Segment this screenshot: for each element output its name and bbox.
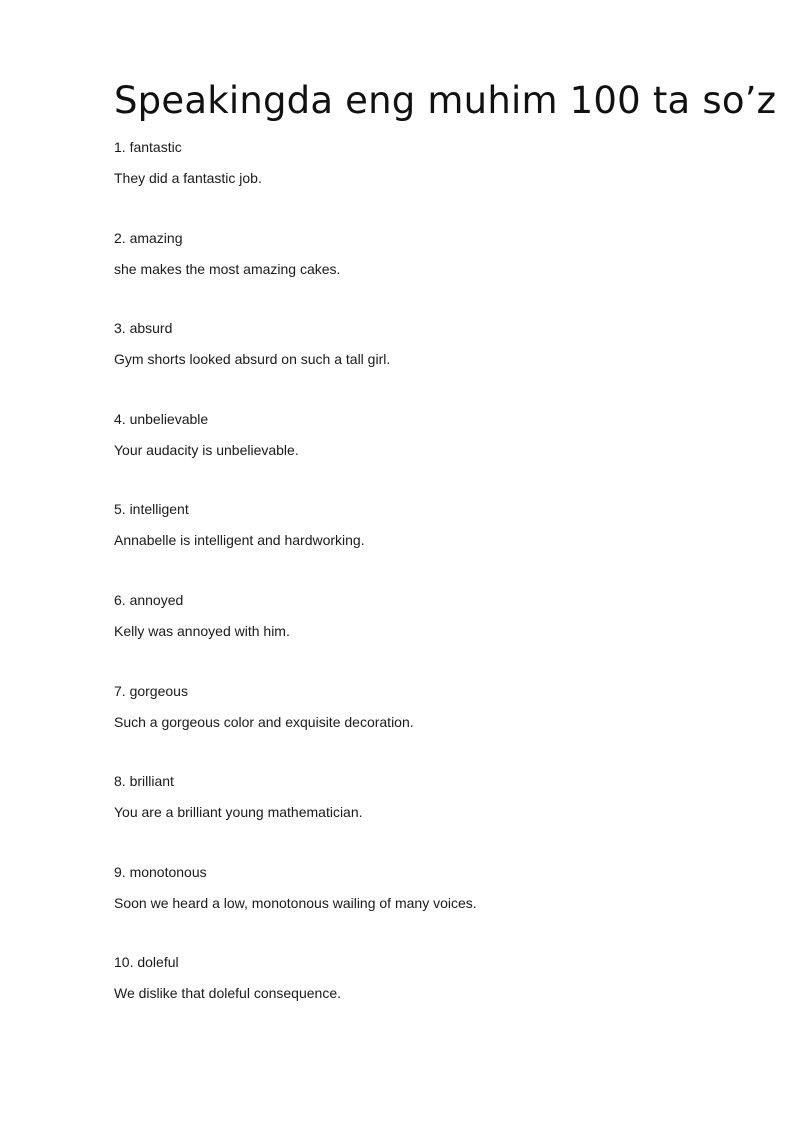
list-item <box>114 409 734 500</box>
example-sentence: Annabelle is intelligent and hardworking. <box>114 532 365 549</box>
word-term: 4. unbelievable <box>114 410 209 427</box>
list-item <box>114 862 734 953</box>
example-sentence: They did a fantastic job. <box>114 170 262 186</box>
list-item <box>114 228 734 319</box>
word-term: 8. brilliant <box>114 773 174 790</box>
list-item <box>114 681 734 772</box>
example-sentence: she makes the most amazing cakes. <box>114 260 341 277</box>
word-term: 10. doleful <box>114 954 179 971</box>
page-title: Speakingda eng muhim 100 ta so’z <box>114 79 777 122</box>
list-item <box>114 590 734 681</box>
list-item <box>114 499 734 590</box>
example-sentence: Your audacity is unbelievable. <box>114 441 299 458</box>
word-term: 2. amazing <box>114 229 183 246</box>
example-sentence: Such a gorgeous color and exquisite decoration. <box>114 713 414 730</box>
list-item <box>114 137 734 228</box>
example-sentence: Soon we heard a low, monotonous wailing of many voices. <box>114 894 477 911</box>
word-term: 6. annoyed <box>114 591 184 608</box>
example-sentence: You are a brilliant young mathematician. <box>114 804 363 821</box>
list-item <box>114 952 734 1043</box>
word-term: 9. monotonous <box>114 863 207 880</box>
word-term: 7. gorgeous <box>114 682 188 699</box>
example-sentence: Kelly was annoyed with him. <box>114 622 290 639</box>
word-term: 3. absurd <box>114 320 173 337</box>
word-term: 1. fantastic <box>114 139 182 155</box>
list-item <box>114 318 734 409</box>
list-item <box>114 771 734 862</box>
word-term: 5. intelligent <box>114 501 189 518</box>
example-sentence: Gym shorts looked absurd on such a tall girl. <box>114 351 391 368</box>
word-list <box>114 137 734 1043</box>
example-sentence: We dislike that doleful consequence. <box>114 985 341 1002</box>
